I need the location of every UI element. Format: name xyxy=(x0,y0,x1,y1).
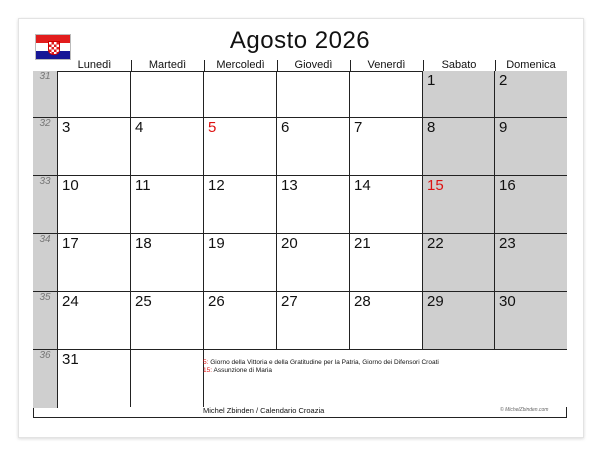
day-cell xyxy=(131,291,204,349)
day-cell xyxy=(350,349,423,407)
week-number: 32 xyxy=(33,117,58,176)
day-number: 28 xyxy=(354,293,371,310)
day-number: 18 xyxy=(135,235,152,252)
day-number: 30 xyxy=(499,293,516,310)
page-title: Agosto 2026 xyxy=(229,27,371,54)
day-cell xyxy=(495,291,567,349)
day-cell xyxy=(423,349,495,407)
week-number: 34 xyxy=(33,233,58,292)
day-cell xyxy=(204,349,277,407)
day-cell xyxy=(423,233,495,291)
day-cell xyxy=(423,175,495,233)
day-cell xyxy=(58,291,131,349)
day-number: 25 xyxy=(135,293,152,310)
day-number: 23 xyxy=(499,235,516,252)
day-number: 29 xyxy=(427,293,444,310)
day-cell xyxy=(350,291,423,349)
day-cell xyxy=(131,117,204,175)
holiday-note: 15: Assunzione di Maria xyxy=(203,367,273,374)
day-number: 5 xyxy=(208,119,217,136)
day-cell xyxy=(495,71,567,117)
day-cell xyxy=(58,175,131,233)
footer-copyright: © MichelZbinden.com xyxy=(500,407,549,413)
day-number: 13 xyxy=(281,177,298,194)
day-number: 11 xyxy=(135,177,151,194)
day-number: 6 xyxy=(281,119,290,136)
day-cell xyxy=(131,71,204,117)
day-cell xyxy=(495,349,567,407)
day-cell xyxy=(204,233,277,291)
weekday-header: Venerdì xyxy=(350,60,424,71)
day-cell xyxy=(204,291,277,349)
weekday-header: Mercoledì xyxy=(204,60,278,71)
day-number: 27 xyxy=(281,293,298,310)
day-number: 10 xyxy=(62,177,79,194)
day-number: 7 xyxy=(354,119,363,136)
day-cell xyxy=(495,117,567,175)
day-cell xyxy=(131,233,204,291)
day-cell xyxy=(58,349,131,407)
day-number: 8 xyxy=(427,119,436,136)
day-number: 2 xyxy=(499,72,508,89)
week-number: 36 xyxy=(33,349,58,408)
day-number: 21 xyxy=(354,235,371,252)
holiday-note: 5: Giorno della Vittoria e della Gratitudine per la Patria, Giorno dei Difensori Croati xyxy=(203,359,439,366)
day-cell xyxy=(58,71,131,117)
week-number: 35 xyxy=(33,291,58,350)
week-number: 31 xyxy=(33,71,58,117)
day-cell xyxy=(495,175,567,233)
day-number: 19 xyxy=(208,235,225,252)
weekday-header: Sabato xyxy=(423,60,496,71)
weekday-header: Martedì xyxy=(131,60,205,71)
day-number: 17 xyxy=(62,235,79,252)
day-number: 4 xyxy=(135,119,144,136)
day-cell xyxy=(277,175,350,233)
day-cell xyxy=(350,71,423,117)
week-number: 33 xyxy=(33,175,58,234)
day-cell xyxy=(350,175,423,233)
day-cell xyxy=(204,71,277,117)
day-number: 31 xyxy=(62,351,79,368)
footer-credit: Michel Zbinden / Calendario Croazia xyxy=(203,406,325,415)
day-cell xyxy=(204,117,277,175)
day-number: 12 xyxy=(208,177,225,194)
day-cell xyxy=(423,71,495,117)
weekday-header: Giovedì xyxy=(277,60,351,71)
day-cell xyxy=(277,291,350,349)
weekday-header: Domenica xyxy=(506,59,556,71)
day-number: 15 xyxy=(427,177,444,194)
day-cell xyxy=(277,349,350,407)
day-cell xyxy=(423,117,495,175)
weekday-header: Lunedì xyxy=(58,60,132,71)
day-cell xyxy=(277,117,350,175)
day-cell xyxy=(277,233,350,291)
day-number: 16 xyxy=(499,177,516,194)
day-number: 1 xyxy=(427,72,436,89)
day-number: 14 xyxy=(354,177,371,194)
day-number: 26 xyxy=(208,293,225,310)
day-cell xyxy=(495,233,567,291)
day-cell xyxy=(204,175,277,233)
day-number: 20 xyxy=(281,235,298,252)
holiday-notes xyxy=(203,359,439,375)
day-number: 9 xyxy=(499,119,508,136)
day-cell xyxy=(423,291,495,349)
day-cell xyxy=(277,71,350,117)
day-number: 24 xyxy=(62,293,79,310)
day-number: 22 xyxy=(427,235,444,252)
day-cell xyxy=(131,175,204,233)
day-number: 3 xyxy=(62,119,71,136)
day-cell xyxy=(350,233,423,291)
day-cell xyxy=(58,233,131,291)
day-cell xyxy=(58,117,131,175)
day-cell xyxy=(131,349,204,407)
day-cell xyxy=(350,117,423,175)
